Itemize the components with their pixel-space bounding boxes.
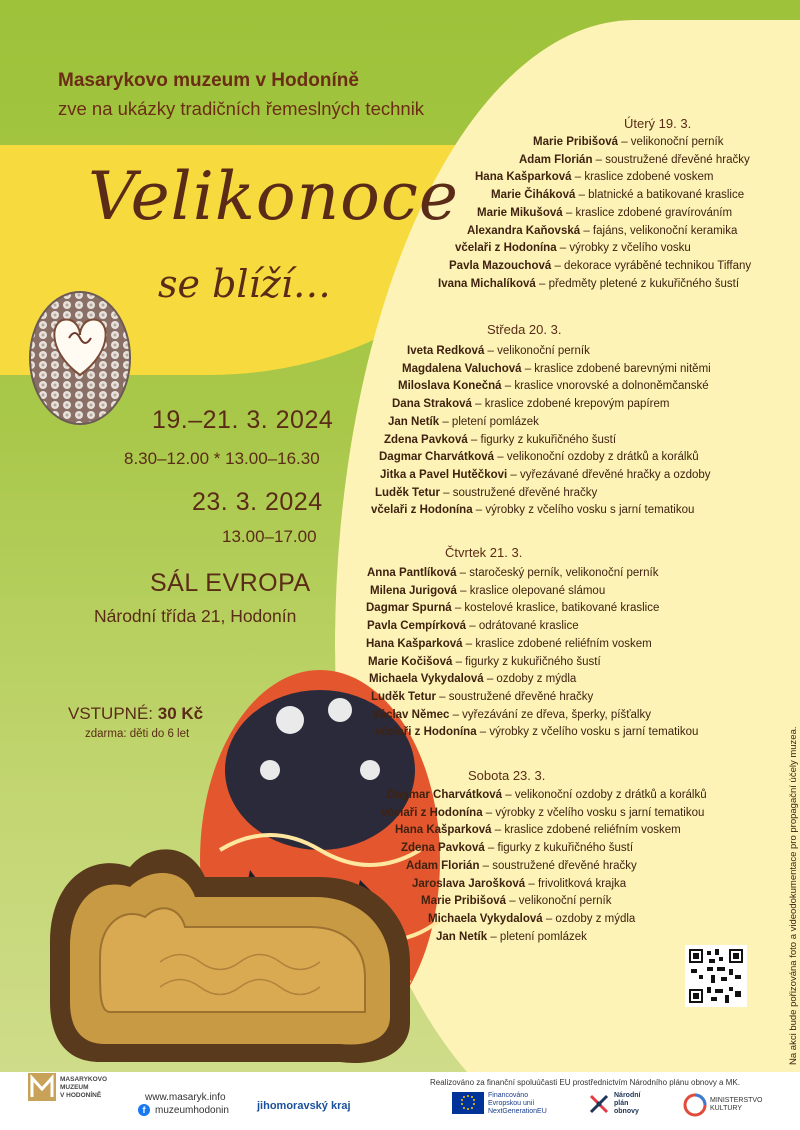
program-entry — [379, 451, 699, 463]
npo-line-1: Národní — [614, 1092, 641, 1099]
program-entry — [371, 504, 694, 516]
craft-description: – kraslice zdobené reliéfním voskem — [462, 637, 652, 650]
craftsperson-name: Marie Pribišová — [533, 136, 619, 148]
logo-line-3: V HODONÍNĚ — [60, 1092, 102, 1099]
craft-description: – kraslice olepované slámou — [456, 584, 606, 597]
qr-code[interactable] — [685, 945, 747, 1007]
program-entry — [421, 895, 612, 907]
program-entry — [438, 278, 739, 290]
program-entry — [375, 726, 698, 738]
craftsperson-name: Dagmar Spurná — [366, 602, 452, 615]
program-entry — [475, 171, 713, 183]
craft-description: – pletení pomlázek — [439, 415, 539, 428]
venue-address: Národní třída 21, Hodonín — [94, 606, 297, 626]
craft-description: – výrobky z včelího vosku s jarní tematikou — [476, 726, 699, 739]
craft-description: – odrátované kraslice — [466, 620, 579, 633]
program-entry — [467, 225, 737, 237]
craftsperson-name: Anna Pantlíková — [367, 567, 457, 579]
craft-description: – pletení pomlázek — [487, 930, 587, 943]
program-entry — [388, 416, 539, 428]
craft-description: – velikonoční perník — [618, 136, 724, 148]
craft-description: – ozdoby z mýdla — [483, 673, 577, 686]
program-entry — [398, 380, 709, 392]
craft-description: – kraslice zdobené voskem — [571, 171, 714, 184]
craft-description: – dekorace vyráběné technikou Tiffany — [551, 259, 752, 272]
event1-hours: 8.30–12.00 * 13.00–16.30 — [124, 449, 320, 468]
program-entry — [406, 860, 637, 872]
craft-description: – kraslice zdobené reliéfním voskem — [491, 824, 681, 837]
day-heading: Sobota 23. 3. — [468, 768, 546, 783]
invite-line: zve na ukázky tradičních řemeslných technik — [58, 98, 425, 119]
day-heading: Čtvrtek 21. 3. — [445, 545, 523, 560]
craftsperson-name: Jan Netík — [436, 930, 488, 943]
craftsperson-name: Marie Mikušová — [477, 206, 563, 219]
craft-description: – výrobky z včelího vosku — [556, 242, 691, 255]
craftsperson-name: Zdena Pavková — [384, 433, 468, 446]
program-entry — [395, 824, 681, 836]
eu-line-2: Evropskou unií — [488, 1100, 535, 1107]
website-link[interactable]: www.masaryk.info — [145, 1092, 226, 1103]
npo-text — [614, 1092, 640, 1116]
craft-description: – vyřezávané dřevěné hračky a ozdoby — [507, 468, 711, 481]
program-entry — [381, 807, 704, 819]
program-entry — [370, 585, 605, 597]
program-entry — [402, 363, 711, 375]
program-entry — [401, 842, 633, 854]
program-entry — [367, 620, 579, 632]
admission-label: VSTUPNÉ: — [68, 704, 154, 723]
program-entry — [477, 207, 732, 219]
funding-note: Realizováno za finanční spoluúčasti EU prostřednictvím Národního plánu obnovy a MK. — [430, 1078, 740, 1087]
craftsperson-name: Jan Netík — [388, 415, 440, 428]
program-entry — [436, 931, 587, 943]
facebook-link[interactable]: muzeumhodonin — [155, 1105, 229, 1116]
craft-description: – kraslice zdobené krepovým papírem — [471, 398, 670, 411]
craftsperson-name: včelaři z Hodonína — [381, 806, 483, 819]
program-entry — [392, 398, 669, 410]
craftsperson-name: Miloslava Konečná — [398, 380, 502, 393]
header — [58, 70, 424, 120]
craft-description: – velikonoční ozdoby z drátků a korálků — [502, 789, 707, 801]
decorated-egg-image — [25, 280, 135, 430]
craft-description: – figurky z kukuřičného šustí — [484, 842, 634, 855]
program-entry — [428, 913, 635, 925]
craft-description: – ozdoby z mýdla — [542, 912, 636, 925]
craft-description: – figurky z kukuřičného šustí — [452, 655, 601, 668]
program-entry — [491, 189, 744, 201]
craft-description: – výrobky z včelího vosku s jarní tematikou — [482, 806, 705, 819]
mk-line-2: KULTURY — [710, 1105, 743, 1112]
craft-description: – výrobky z včelího vosku s jarní tematikou — [472, 504, 695, 517]
craftsperson-name: Luděk Tetur — [371, 690, 436, 703]
craft-description: – figurky z kukuřičného šustí — [467, 433, 617, 446]
craft-description: – velikonoční perník — [484, 345, 590, 357]
craft-description: – kostelové kraslice, batikované kraslice — [451, 602, 660, 615]
craft-description: – velikonoční ozdoby z drátků a korálků — [494, 451, 699, 464]
program-entry — [387, 789, 707, 801]
event2-date-wrap — [192, 488, 323, 517]
craftsperson-name: Milena Jurigová — [370, 584, 457, 597]
craftsperson-name: Michaela Vykydalová — [428, 912, 543, 925]
craftsperson-name: včelaři z Hodonína — [375, 726, 477, 739]
craft-description: – předměty pletené z kukuřičného šustí — [535, 277, 740, 290]
eu-line-1: Financováno — [488, 1092, 529, 1099]
museum-logo-icon — [28, 1073, 56, 1101]
free-entry: zdarma: děti do 6 let — [85, 728, 190, 740]
craftsperson-name: Hana Kašparková — [475, 171, 572, 184]
craft-description: – soustružené dřevěné hračky — [439, 486, 598, 499]
event2-hours-wrap — [222, 527, 317, 547]
craft-description: – fajáns, velikonoční keramika — [580, 224, 738, 237]
program-entry — [369, 673, 576, 685]
footer — [0, 1072, 800, 1130]
venue-name-wrap — [150, 569, 311, 598]
program-entry — [449, 260, 751, 272]
craftsperson-name: Václav Němec — [372, 708, 450, 721]
craft-description: – frivolitková krajka — [525, 877, 627, 890]
craftsperson-name: Iveta Redková — [407, 345, 485, 357]
craftsperson-name: Adam Florián — [519, 153, 593, 166]
craft-description: – velikonoční perník — [506, 895, 612, 908]
craftsperson-name: Dana Straková — [392, 398, 472, 411]
program-entry — [412, 878, 626, 890]
craftsperson-name: Hana Kašparková — [395, 824, 492, 837]
region-logo: jihomoravský kraj — [257, 1100, 351, 1112]
craft-description: – soustružené dřevěné hračky — [479, 859, 637, 872]
craftsperson-name: Alexandra Kaňovská — [467, 224, 581, 237]
craftsperson-name: Jitka a Pavel Hutěčkovi — [380, 468, 508, 481]
day-heading: Úterý 19. 3. — [624, 116, 692, 131]
craft-description: – kraslice vnorovské a dolnoněmčanské — [501, 380, 709, 393]
npo-logo-icon — [587, 1092, 611, 1116]
program-entry — [519, 154, 750, 166]
dates-block-1 — [152, 406, 333, 435]
venue-address-wrap — [94, 606, 296, 627]
craftsperson-name: včelaři z Hodonína — [455, 242, 557, 255]
event2-date: 23. 3. 2024 — [192, 488, 323, 516]
npo-line-3: obnovy — [614, 1108, 639, 1115]
craftsperson-name: Dagmar Charvátková — [379, 451, 495, 464]
title-line-2: se blíží… — [158, 262, 331, 306]
photo-notice: Na akci bude pořizována foto a videodokumentace pro propagační účely muzea. — [788, 726, 799, 1065]
craftsperson-name: Marie Pribišová — [421, 895, 507, 908]
ministry-logo-icon — [683, 1093, 707, 1117]
eu-line-3: NextGenerationEU — [488, 1108, 547, 1115]
venue-name: SÁL EVROPA — [150, 569, 311, 597]
event2-hours: 13.00–17.00 — [222, 527, 317, 546]
craftsperson-name: Pavla Mazouchová — [449, 259, 552, 272]
title-line-1: Velikonoce — [88, 158, 459, 235]
craft-description: – kraslice zdobené gravírováním — [562, 206, 733, 219]
program-entry — [375, 487, 597, 499]
eu-flag-icon — [452, 1092, 484, 1114]
program-entry — [366, 638, 652, 650]
npo-line-2: plán — [614, 1100, 629, 1107]
program-entry — [371, 691, 593, 703]
program-entry — [380, 469, 711, 481]
day-heading: Středa 20. 3. — [487, 322, 562, 337]
craftsperson-name: Pavla Cempírková — [367, 620, 467, 633]
logo-line-2: MUZEUM — [60, 1084, 89, 1091]
program-entry — [372, 709, 651, 721]
craftsperson-name: Marie Čiháková — [491, 189, 576, 202]
program-entry — [533, 136, 724, 148]
eu-funding-text — [488, 1092, 547, 1116]
lamb-mold-image — [40, 822, 430, 1072]
facebook-icon: f — [138, 1104, 150, 1116]
craftsperson-name: Jaroslava Jarošková — [412, 877, 526, 890]
qr-code-image — [687, 947, 745, 1005]
craftsperson-name: Michaela Vykydalová — [369, 673, 484, 686]
craftsperson-name: Hana Kašparková — [366, 637, 463, 650]
craft-description: – vyřezávání ze dřeva, šperky, píšťalky — [449, 708, 651, 721]
program-entry — [366, 602, 659, 614]
event1-dates: 19.–21. 3. 2024 — [152, 406, 334, 434]
ministry-text — [710, 1097, 763, 1113]
museum-name: Masarykovo muzeum v Hodoníně — [58, 70, 359, 91]
program-entry — [407, 345, 590, 357]
craftsperson-name: Zdena Pavková — [401, 842, 485, 855]
craftsperson-name: Dagmar Charvátková — [387, 789, 503, 801]
craftsperson-name: Magdalena Valuchová — [402, 362, 522, 375]
admission-price: 30 Kč — [157, 704, 204, 723]
craft-description: – blatnické a batikované kraslice — [575, 189, 745, 202]
craftsperson-name: Adam Florián — [406, 859, 480, 872]
craft-description: – soustružené dřevěné hračky — [435, 690, 594, 703]
museum-logo-text — [60, 1076, 107, 1100]
logo-line-1: MASARYKOVO — [60, 1076, 108, 1083]
craft-description: – soustružené dřevěné hračky — [592, 153, 750, 166]
free-entry-wrap — [85, 728, 189, 740]
mk-line-1: MINISTERSTVO — [710, 1097, 763, 1104]
program-entry — [384, 434, 616, 446]
craftsperson-name: Luděk Tetur — [375, 486, 440, 499]
event1-hours-wrap — [124, 449, 320, 469]
program-entry — [367, 567, 658, 579]
craftsperson-name: včelaři z Hodonína — [371, 504, 473, 517]
program-entry — [368, 656, 601, 668]
craftsperson-name: Ivana Michalíková — [438, 277, 536, 290]
craftsperson-name: Marie Kočišová — [368, 655, 453, 668]
program-entry — [455, 242, 691, 254]
craft-description: – staročeský perník, velikonoční perník — [456, 567, 659, 579]
craft-description: – kraslice zdobené barevnými nitěmi — [521, 362, 711, 375]
